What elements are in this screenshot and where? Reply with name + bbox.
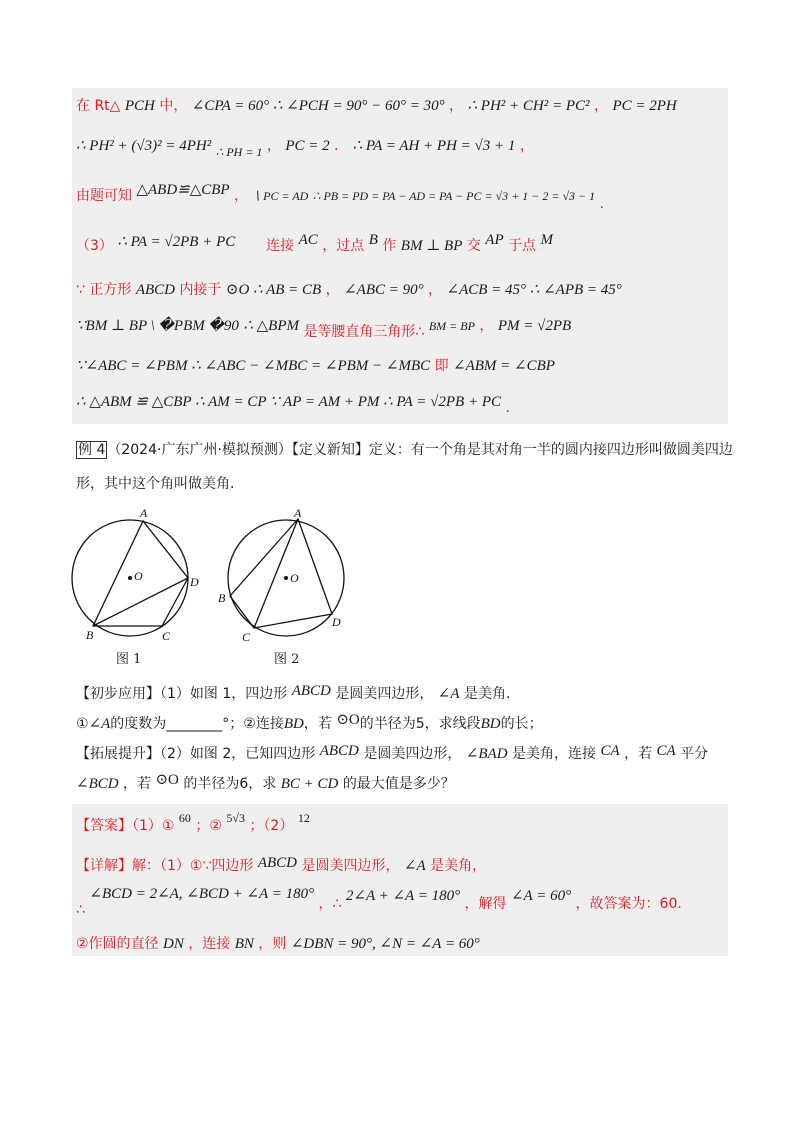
text: 【拓展提升】（2）如图 2，已知四边形 [76,746,316,762]
text: ， [325,282,340,298]
text: . [599,196,605,212]
math: ∴ PB = PD = PA − AD = PA − PC = √3 + 1 − 2 = √3 − 1 [312,189,596,203]
example-text: 形，其中这个角叫做美角. [76,476,235,492]
math: BM ⊥ BP [400,238,463,254]
text: 是美角， [430,858,487,874]
math: AP [485,232,504,248]
math: PM = √2PB [497,318,572,334]
text: 于点 [508,238,537,254]
solution-line-2 [76,136,534,159]
answer-value: 5√3 [226,811,245,825]
math: ⊙O ∴ AB = CB [225,282,322,298]
math: B [368,232,378,248]
text: 在 Rt△ [76,98,121,114]
example-line-1 [76,440,733,460]
solution-line-8 [76,392,510,416]
text: ， [593,98,608,114]
text: 是圆美四边形， [335,686,434,702]
question-2-cont [76,774,455,794]
text: ；（2） [249,818,294,834]
text: ，若 [123,776,152,792]
label-c: C [242,630,251,644]
math: ∵∠ABC = ∠PBM ∴ ∠ABC − ∠MBC = ∠PBM − ∠MBC [76,358,431,374]
math: ∴ PH = 1 [215,145,263,159]
text: ，∴ [318,896,342,912]
text: ，若 [624,746,653,762]
solution-line-7 [76,356,555,376]
math: PCH [124,98,155,114]
text: ，过点 [322,238,365,254]
text: 的半径为 [183,776,240,792]
text: 是圆美四边形， [301,858,400,874]
text: 6 [239,776,249,792]
answer-blank: ________ [166,716,223,732]
figure-2-caption: 图 2 [274,652,300,667]
math: M [540,232,554,248]
question-1 [76,684,510,704]
text: ， [266,138,281,154]
detail-line-3 [76,934,480,954]
quadrilateral-abcd [230,519,332,628]
math: BN [234,936,254,952]
answer-value: 12 [297,811,310,825]
detail-line-1 [76,856,486,876]
center-point [284,576,288,580]
solution-line-5 [76,280,622,300]
text: 作 [382,238,397,254]
text: ；② [195,818,222,834]
text: 交 [466,238,481,254]
math: BM = BP [428,319,475,333]
math: BD [480,716,501,732]
question-2 [76,744,708,764]
math: CA [656,743,676,759]
answer-value: 60 [178,811,191,825]
text: 即 [434,358,449,374]
solution-line-1 [76,96,677,116]
math: ∠A = 60° [510,888,572,904]
math: CA [600,743,620,759]
math: ∠A [88,716,111,732]
text: ， [449,98,464,114]
math: ⊙O [155,772,179,788]
text: 的长； [500,716,543,732]
detail-line-2 [76,886,682,922]
math: BD [283,716,304,732]
text: 是美角. [463,686,511,702]
text: ，解得 [464,896,507,912]
text: ， [234,188,249,204]
label-o: O [134,569,143,583]
math: ∠BCD = 2∠A, ∠BCD + ∠A = 180° [89,886,315,902]
math: ∵BM ⊥ BP \ �PBM �90 [76,318,239,334]
math: BC + CD [280,776,339,792]
math: ⊙O [336,712,360,728]
math: ABCD [257,855,297,871]
math: ∴ PH² + CH² = PC² [467,98,590,114]
text: ，求线段 [424,716,481,732]
text: 是等腰直角三角形∴ [303,324,425,340]
text: 是美角，连接 [511,746,596,762]
center-point [128,576,132,580]
label-a: A [294,506,302,520]
math: ∠ACB = 45° ∴ ∠APB = 45° [446,282,622,298]
text: 中， [159,98,188,114]
math: AC [298,232,318,248]
text: ， [428,282,443,298]
answer-line [76,811,310,836]
text: 的度数为 [110,716,167,732]
math: ∠ABC = 90° [344,282,424,298]
text: . [505,400,510,416]
label-b: B [86,628,94,642]
text: 是圆美四边形， [363,746,462,762]
label-d: D [190,575,199,589]
figure-1 [68,506,199,646]
label-a: A [140,506,148,520]
math: ∴ PH² + (√3)² = 4PH² [76,138,212,154]
math: ∴ △ABM ≌ △CBP ∴ AM = CP ∵ AP = AM + PM ∴ PA = √2PB + PC [76,394,502,410]
figure-1-caption: 图 1 [116,652,142,667]
math: PC = 2 [285,138,330,154]
math: ABCD [291,683,331,699]
text: 【详解】解：（1）①∵四边形 [76,858,254,874]
figure-2 [216,506,346,646]
solution-line-4 [76,232,554,256]
text: （3） [76,238,113,254]
text: ，求 [248,776,277,792]
math: 2∠A + ∠A = 180° [345,888,461,904]
math: ABCD [135,282,175,298]
text: 【答案】（1）① [76,818,175,834]
diagonal-bd [93,578,188,626]
math: ∖ PC = AD [252,189,309,203]
example-line-2 [76,474,234,494]
math: ∠A [437,686,460,702]
math: ABCD [319,743,359,759]
question-1-parts [76,714,543,734]
label-b: B [218,591,226,605]
math: ∴ △BPM [243,318,299,334]
solution-line-6 [76,316,572,340]
example-text: （2024·广东广州·模拟预测）【定义新知】定义：有一个角是其对角一半的圆内接四边形叫做圆美四边 [107,442,733,458]
label-d: D [332,615,341,629]
text: 内接于 [179,282,222,298]
text: 平分 [680,746,709,762]
math: DN [163,936,184,952]
solution-line-3 [76,182,605,212]
label-c: C [162,629,171,643]
text: 的最大值是多少？ [342,776,455,792]
text: ， [519,138,534,154]
text: ① [76,716,89,732]
text: ，则 [258,936,287,952]
math: ∠ABM = ∠CBP [453,358,555,374]
text: °；②连接 [222,716,284,732]
text: ． [334,138,349,154]
label-o: O [290,571,299,585]
math: ∠BCD [76,776,119,792]
text: 【初步应用】（1）如图 1，四边形 [76,686,288,702]
text: 5 [415,716,425,732]
math: ∠CPA = 60° ∴ ∠PCH = 90° − 60° = 30° [191,98,445,114]
text: ，若 [303,716,332,732]
math: ∴ PA = AH + PH = √3 + 1 [352,138,516,154]
example-label: 例 4 [78,442,106,458]
text: ，故答案为：60. [575,896,682,912]
text: ②作圆的直径 [76,936,159,952]
text: ∴ [76,902,85,918]
text: ∵ 正方形 [76,282,132,298]
math: ∠BAD [465,746,508,762]
math: ∴ PA = √2PB + PC [117,234,236,250]
math: ∠A [403,858,426,874]
text: 由题可知 [76,188,132,204]
text: ， [479,318,494,334]
text: 连接 [266,238,295,254]
math: △ABD≌△CBP [136,182,230,198]
math: PC = 2PH [612,98,677,114]
text: 的半径为 [359,716,416,732]
math: ∠DBN = 90°, ∠N = ∠A = 60° [290,936,480,952]
text: ，连接 [188,936,231,952]
